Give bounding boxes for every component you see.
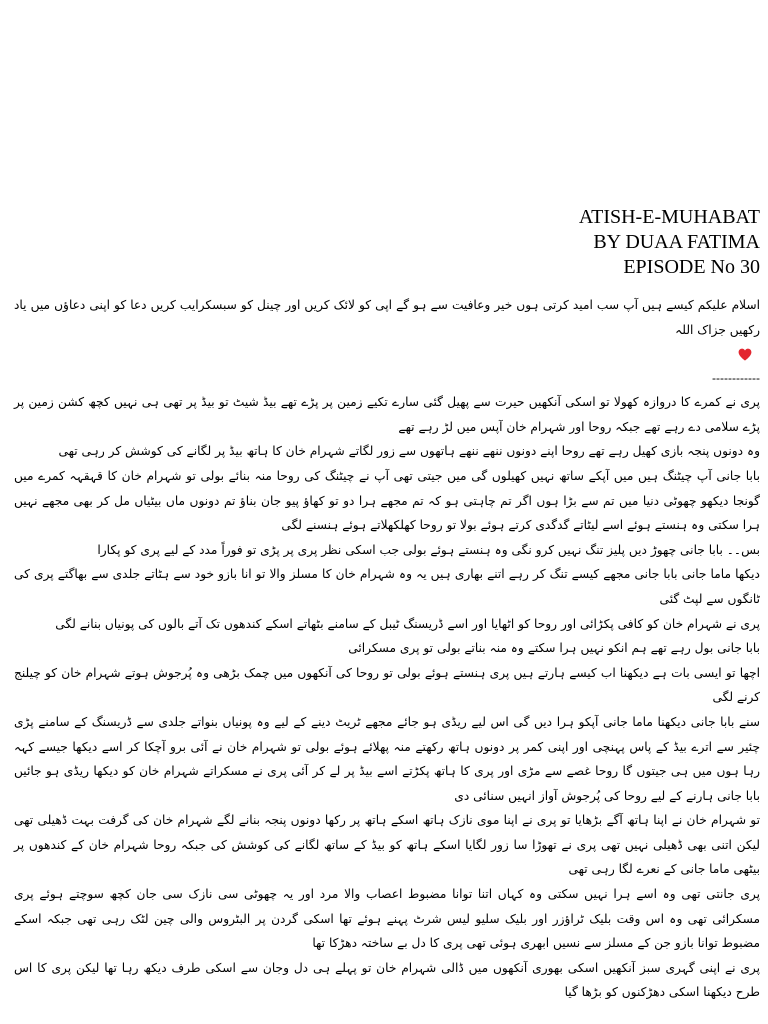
- heart-icon-wrapper: [14, 342, 760, 366]
- story-title: ATISH-E-MUHABAT: [578, 206, 760, 228]
- paragraph: پری جانتی تھی وہ اسے ہرا نہیں سکتی وہ کہاں اتنا توانا مضبوط اعصاب والا مرد اور یہ چھوٹی سی نازک سی جان کچھ سوچتے ہوئے پری مسکرائی تھی وہ اس وقت بلیک ٹراؤزر اور بلیک سلیو لیس شرٹ پہنے ہوئے تھا اسکی گردن پر البٹروس والی چین لٹک رہی تھی جبکہ اسکے مضبوط توانا بازو جن کے مسلز سے نسیں ابھری ہوئی تھی پری کا دل بے ساختہ دھڑکا تھا: [14, 887, 760, 951]
- title-block: [579, 205, 760, 280]
- paragraph: سنے بابا جانی دیکھنا ماما جانی آپکو ہرا دیں گی اس لیے ریڈی ہو جائے مجھے ٹریٹ دینے کے لیے وہ پونیاں بنواتے جلدی سے ڈریسنگ کے سامنے پڑی چئیر سے اترے بیڈ کے پاس پہنچی اور اپنی کمر پر دونوں ہاتھ رکھتے منہ پھلائے ہوئے بولی تو شہرام خان نے آئی برو آچکا کر اسے دیکھا جیسے کہہ رہا ہوں میں ہی جیتوں گا روحا غصے سے مڑی اور پری کا ہاتھ پکڑتے اسے بیڈ پر لے کر آئی پری نے مسکراتے شہرام خان کو دیکھا ریڈی ہو جائیں بابا جانی ہارنے کے لیے روحا کی پُرجوش آواز انہیں سنائی دی: [14, 714, 760, 803]
- author-line: BY DUAA FATIMA: [593, 231, 760, 253]
- paragraph: بابا جانی بول رہے تھے ہم انکو نہیں ہرا سکتے وہ منہ بناتے بولی تو پری مسکرائی: [348, 641, 760, 656]
- paragraph: بس۔۔ بابا جانی چھوڑ دیں پلیز تنگ نہیں کرو نگی وہ ہنستے ہوئے بولی جب اسکی نظر پری پر پڑی تو فوراً مدد کے لیے پری کو پکارا: [97, 542, 760, 557]
- paragraph: وہ دونوں پنجہ بازی کھیل رہے تھے روحا اپنے دونوں ننھے ننھے ہاتھوں سے زور لگاتے شہرام خان کا ہاتھ بیڈ پر لگانے کی کوشش کر رہی تھی: [58, 444, 760, 459]
- paragraph: دیکھا ماما جانی بابا جانی مجھے کیسے تنگ کر رہے اتنے بھاری ہیں یہ وہ شہرام خان کا مسلز والا تو انا بازو خود سے ہٹاتے جلدی سے بھاگتے پری کی ٹانگوں سے لپٹ گئی: [14, 567, 760, 606]
- episode-line: EPISODE No 30: [623, 256, 760, 278]
- paragraph: اچھا تو ایسی بات ہے دیکھنا اب کیسے ہارتے ہیں پری ہنستے ہوئے بولی تو روحا کی آنکھوں میں چمک بڑھی وہ پُرجوش ہوتے شہرام خان کو چیلنج کرنے لگی: [14, 665, 760, 705]
- section-divider: ------------: [712, 371, 760, 386]
- paragraph: پری نے شہرام خان کو کافی پکڑائی اور روحا کو اٹھایا اور اسے ڈریسنگ ٹیبل کے سامنے بٹھاتے اسکے کندھوں تک آتے بالوں کی پونیاں بنانے لگی: [55, 616, 760, 631]
- paragraph: بابا جانی آپ چیٹنگ ہیں میں آپکے ساتھ نہیں کھیلوں گی میں جیتی تھی آپ نے چیٹنگ کی روحا منہ بنائے بولی تو شہرام خان کا قہقہہ کمرے میں گونجا دیکھو چھوٹی دنیا میں تم سے بڑا ہوں اگر تم چاہتی ہو کہ تم مجھے ہرا دو تو کھاؤ پیو جان بناؤ تم دونوں ماں بیٹیاں مل کر بھی مجھے نہیں ہرا سکتی وہ ہنستے ہوئے اسے لیٹاتے گدگدی کرتے ہوئے بولا تو روحا کھلکھلاتے ہوئے ہنسنے لگی: [14, 468, 760, 533]
- story-body: [14, 293, 760, 1005]
- greeting-text: اسلام علیکم کیسے ہیں آپ سب امید کرتی ہوں خیر وعافیت سے ہو گے اپی کو لائک کریں اور چینل کو سبسکرایب کریں دعا کو اپنی دعاؤں میں یاد رکھیں جزاک اللہ: [14, 298, 760, 337]
- heart-icon: [738, 348, 752, 361]
- paragraph: تو شہرام خان نے اپنا ہاتھ آگے بڑھایا تو پری نے اپنا موی نازک ہاتھ اسکے ہاتھ پر رکھا دونوں پنجہ بنانے لگے شہرام خان کی گرفت بہت ڈھیلی تھی لیکن اتنی بھی ڈھیلی نہیں تھی پری نے تھوڑا سا زور لگایا اسکے ہاتھ کو بیڈ کے ساتھ لگانے کی کوشش کی جبکہ روحا شہرام خان کے کندھوں پر بیٹھی ماما جانی کے نعرے لگا رہی تھی: [14, 813, 760, 877]
- paragraph: پری نے اپنی گہری سبز آنکھیں اسکی بھوری آنکھوں میں ڈالی شہرام خان تو پہلے ہی دل وجان سے اسکی طرف دیکھ رہا تھا لیکن پری کا اس طرح دیکھنا اسکی دھڑکنوں کو بڑھا گیا: [14, 960, 760, 1000]
- paragraph: پری نے کمرے کا دروازہ کھولا تو اسکی آنکھیں حیرت سے پھیل گئی سارے تکیے زمین پر پڑے تھے بیڈ شیٹ تو بیڈ پر تھی ہی نہیں کچھ کشن زمین پر پڑے سلامی دے رہے تھے جبکہ روحا اور شہرام خان آپس میں لڑ رہے تھے: [14, 395, 760, 434]
